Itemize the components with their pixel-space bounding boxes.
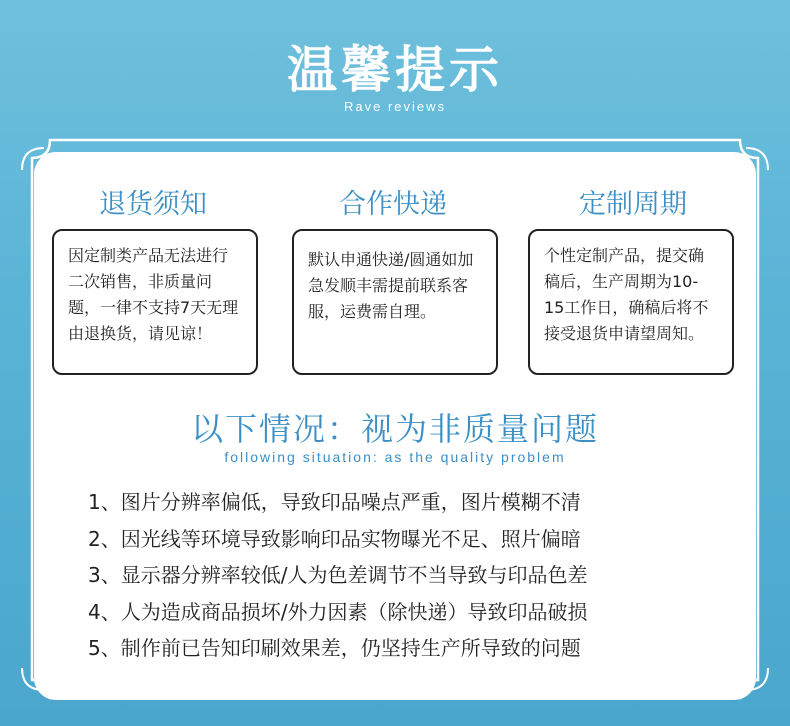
list-item: 3、显示器分辨率较低/人为色差调节不当导致与印品色差: [88, 563, 588, 587]
page-subtitle: Rave reviews: [343, 99, 447, 114]
courier-text: 默认申通快递/圆通如加急发顺丰需提前联系客服，运费需自理。: [292, 229, 498, 375]
courier-title: 合作快递: [339, 189, 447, 220]
production-cycle-title: 定制周期: [579, 189, 687, 220]
section-subtitle: following situation: as the quality problem: [224, 449, 566, 465]
list-item: 4、人为造成商品损坏/外力因素（除快递）导致印品破损: [88, 599, 588, 624]
list-item: 1、图片分辨率偏低，导致印品噪点严重，图片模糊不清: [88, 490, 581, 514]
situation-list: [88, 484, 748, 667]
production-cycle-text: 个性定制产品，提交确稿后，生产周期为10-15工作日，确稿后将不接受退货申请望周知。: [528, 229, 734, 375]
section-title: 以下情况：视为非质量问题: [190, 410, 599, 448]
return-policy-text: 因定制类产品无法进行二次销售，非质量问题，一律不支持7天无理由退换货，请见谅！: [52, 229, 258, 375]
list-item: 5、制作前已告知印刷效果差，仍坚持生产所导致的问题: [88, 636, 581, 660]
page-title: 温馨提示: [287, 41, 503, 99]
list-item: 2、因光线等环境导致影响印品实物曝光不足、照片偏暗: [88, 526, 581, 551]
return-policy-title: 退货须知: [99, 189, 207, 220]
